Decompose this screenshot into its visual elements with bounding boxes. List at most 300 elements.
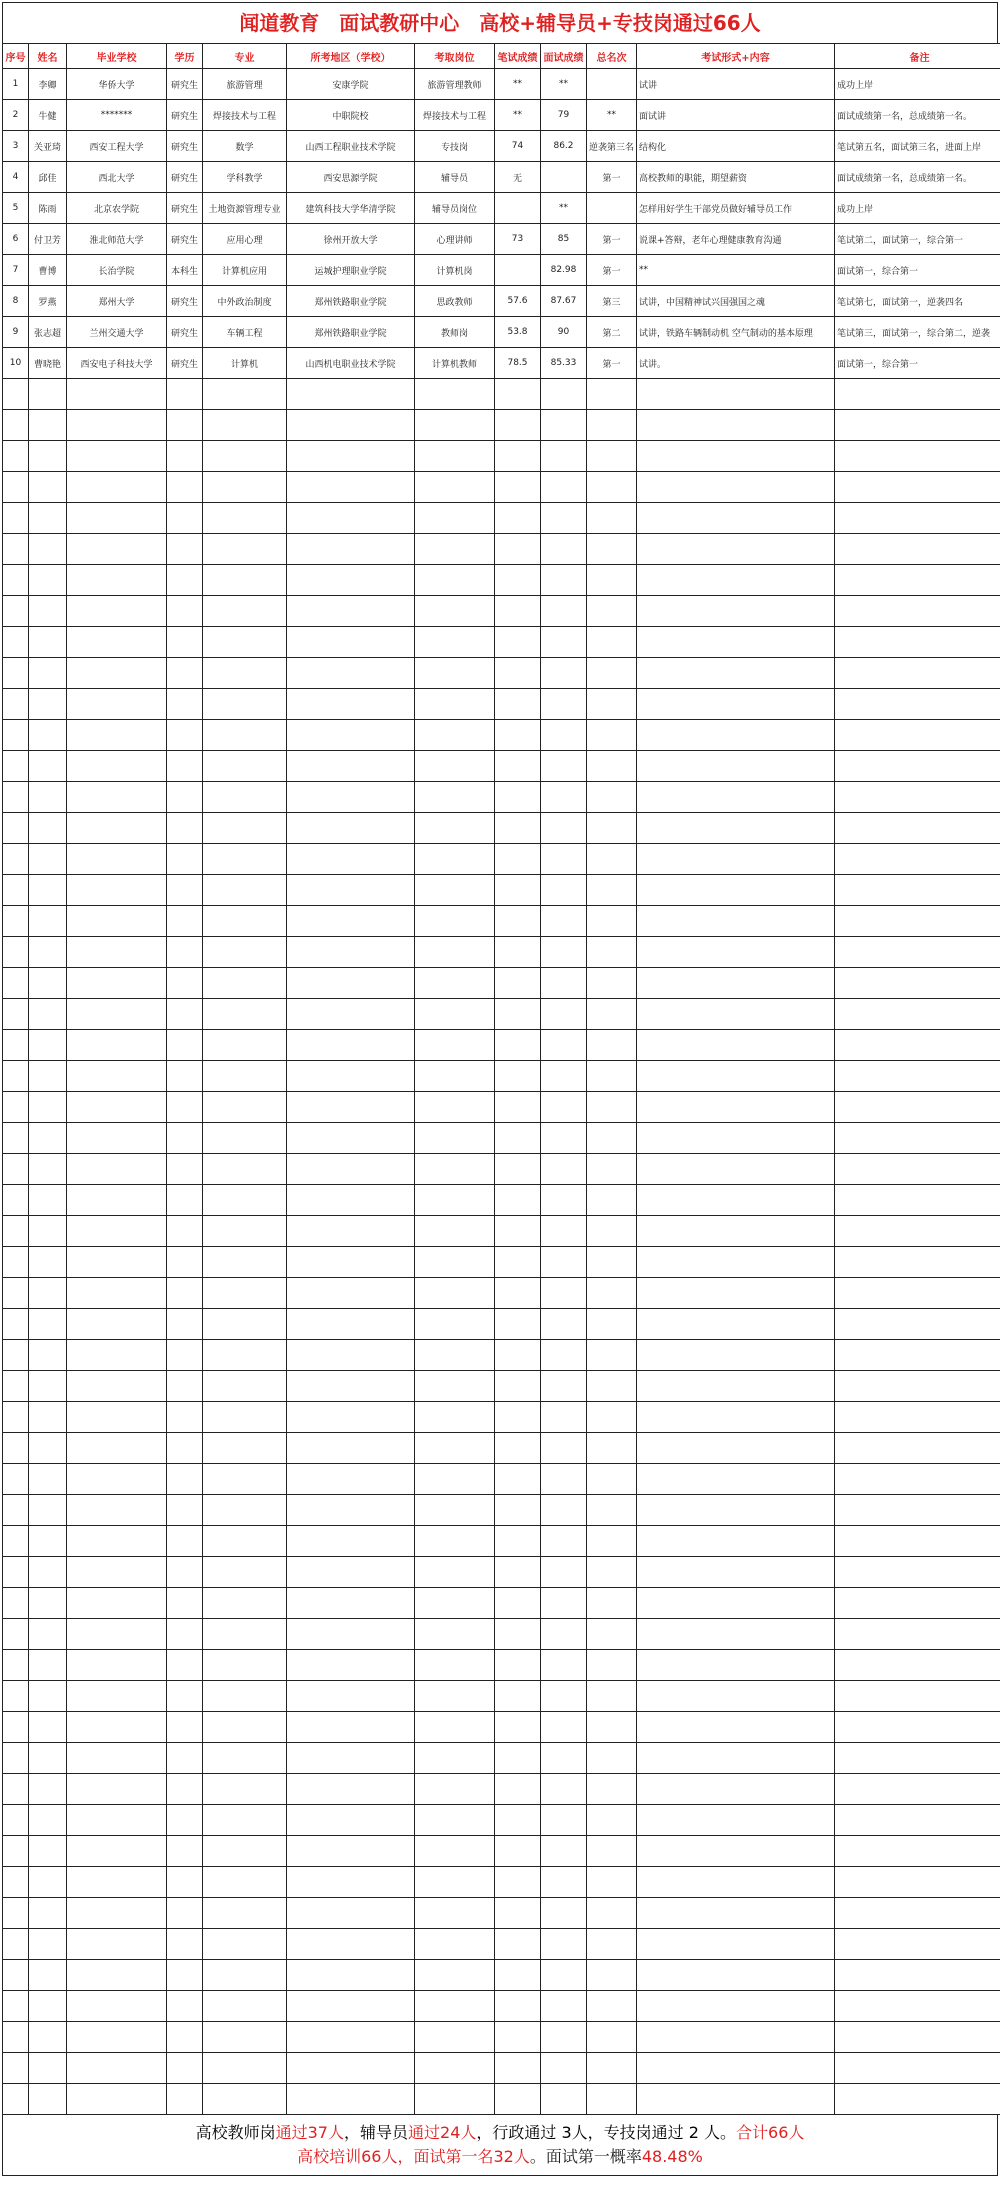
table-row [3, 1030, 1000, 1061]
cell-region [287, 720, 415, 751]
cell-note [835, 1898, 1000, 1929]
cell-index: 1 [3, 69, 29, 100]
cell-region [287, 1464, 415, 1495]
cell-name: 邱佳 [29, 162, 67, 193]
cell-major [203, 1681, 287, 1712]
cell-rank [587, 441, 637, 472]
cell-major: 土地资源管理专业 [203, 193, 287, 224]
cell-degree [167, 1960, 203, 1991]
cell-region [287, 1836, 415, 1867]
cell-name [29, 441, 67, 472]
cell-rank: 第一 [587, 348, 637, 379]
cell-interview [541, 1247, 587, 1278]
cell-interview [541, 565, 587, 596]
cell-post [415, 1960, 495, 1991]
cell-interview [541, 844, 587, 875]
cell-degree [167, 1588, 203, 1619]
cell-post [415, 1495, 495, 1526]
cell-post: 心理讲师 [415, 224, 495, 255]
cell-interview [541, 1154, 587, 1185]
cell-index [3, 906, 29, 937]
cell-name [29, 1154, 67, 1185]
cell-name [29, 658, 67, 689]
table-row [3, 1123, 1000, 1154]
cell-region [287, 534, 415, 565]
cell-written [495, 2053, 541, 2084]
cell-note [835, 1464, 1000, 1495]
cell-written: 73 [495, 224, 541, 255]
summary-text: ，行政通过 3人，专技岗通过 2 人。 [476, 2123, 736, 2142]
cell-interview [541, 441, 587, 472]
cell-interview [541, 751, 587, 782]
cell-name [29, 1216, 67, 1247]
cell-major [203, 1774, 287, 1805]
cell-interview [541, 1526, 587, 1557]
cell-note [835, 1774, 1000, 1805]
summary-text: ，辅导员 [344, 2123, 408, 2142]
cell-interview [541, 1867, 587, 1898]
cell-index [3, 782, 29, 813]
cell-post: 计算机岗 [415, 255, 495, 286]
cell-index [3, 2022, 29, 2053]
cell-school [67, 1774, 167, 1805]
cell-interview [541, 689, 587, 720]
cell-index [3, 1185, 29, 1216]
table-row [3, 782, 1000, 813]
cell-interview [541, 1712, 587, 1743]
cell-written [495, 1867, 541, 1898]
table-row [3, 379, 1000, 410]
cell-note [835, 999, 1000, 1030]
cell-region [287, 875, 415, 906]
cell-school [67, 1402, 167, 1433]
cell-index [3, 813, 29, 844]
col-header-major: 专业 [203, 44, 287, 69]
cell-major [203, 1247, 287, 1278]
cell-name: 付卫芳 [29, 224, 67, 255]
cell-school: 郑州大学 [67, 286, 167, 317]
cell-index [3, 1154, 29, 1185]
cell-format [637, 1216, 835, 1247]
cell-school: 兰州交通大学 [67, 317, 167, 348]
cell-name [29, 813, 67, 844]
cell-region [287, 1278, 415, 1309]
cell-major [203, 906, 287, 937]
cell-written [495, 1991, 541, 2022]
cell-index [3, 720, 29, 751]
cell-region: 西安思源学院 [287, 162, 415, 193]
cell-format [637, 1433, 835, 1464]
cell-note [835, 410, 1000, 441]
cell-name [29, 782, 67, 813]
cell-degree [167, 1123, 203, 1154]
cell-note [835, 441, 1000, 472]
cell-note [835, 937, 1000, 968]
cell-note [835, 1650, 1000, 1681]
cell-school [67, 1867, 167, 1898]
cell-degree [167, 1154, 203, 1185]
cell-region [287, 999, 415, 1030]
cell-written [495, 1185, 541, 1216]
cell-degree [167, 813, 203, 844]
cell-format [637, 1340, 835, 1371]
cell-rank: 第三 [587, 286, 637, 317]
cell-post [415, 937, 495, 968]
cell-note [835, 1588, 1000, 1619]
cell-interview [541, 658, 587, 689]
cell-major [203, 441, 287, 472]
cell-note [835, 1867, 1000, 1898]
cell-written [495, 1278, 541, 1309]
cell-region: 中职院校 [287, 100, 415, 131]
cell-index [3, 751, 29, 782]
cell-index: 10 [3, 348, 29, 379]
cell-rank [587, 1960, 637, 1991]
table-header-row [3, 44, 1000, 69]
cell-note [835, 689, 1000, 720]
cell-major [203, 410, 287, 441]
cell-written [495, 813, 541, 844]
cell-school [67, 1061, 167, 1092]
cell-post [415, 1433, 495, 1464]
cell-major [203, 844, 287, 875]
cell-interview [541, 1433, 587, 1464]
cell-note: 成功上岸 [835, 193, 1000, 224]
cell-major [203, 1123, 287, 1154]
cell-region [287, 2022, 415, 2053]
cell-format [637, 2053, 835, 2084]
cell-major [203, 1402, 287, 1433]
cell-index [3, 410, 29, 441]
cell-school [67, 596, 167, 627]
cell-interview [541, 1588, 587, 1619]
cell-written [495, 937, 541, 968]
cell-format [637, 1030, 835, 1061]
summary-highlight: 48.48% [642, 2147, 703, 2166]
cell-post [415, 1681, 495, 1712]
cell-school [67, 1340, 167, 1371]
table-row [3, 1216, 1000, 1247]
cell-region [287, 1030, 415, 1061]
cell-format [637, 1247, 835, 1278]
cell-degree: 研究生 [167, 162, 203, 193]
cell-interview [541, 1557, 587, 1588]
cell-degree: 研究生 [167, 131, 203, 162]
cell-written [495, 1743, 541, 1774]
cell-rank [587, 813, 637, 844]
cell-name [29, 1464, 67, 1495]
summary-text: 高校教师岗 [196, 2123, 276, 2142]
cell-rank [587, 1836, 637, 1867]
cell-major [203, 1185, 287, 1216]
cell-index [3, 968, 29, 999]
cell-major [203, 2053, 287, 2084]
cell-note [835, 1309, 1000, 1340]
cell-interview [541, 937, 587, 968]
cell-written [495, 2022, 541, 2053]
table-row [3, 751, 1000, 782]
cell-note [835, 1061, 1000, 1092]
cell-note [835, 1712, 1000, 1743]
cell-format [637, 1743, 835, 1774]
cell-index [3, 1774, 29, 1805]
cell-degree [167, 1464, 203, 1495]
cell-index [3, 1340, 29, 1371]
cell-name [29, 937, 67, 968]
cell-name [29, 596, 67, 627]
cell-rank [587, 1526, 637, 1557]
cell-region [287, 2053, 415, 2084]
cell-note [835, 1216, 1000, 1247]
table-row [3, 100, 1000, 131]
cell-note: 面试第一，综合第一 [835, 255, 1000, 286]
table-row [3, 1650, 1000, 1681]
cell-index [3, 1681, 29, 1712]
cell-rank [587, 472, 637, 503]
col-header-region: 所考地区（学校） [287, 44, 415, 69]
cell-school [67, 1588, 167, 1619]
cell-region [287, 1960, 415, 1991]
cell-major [203, 534, 287, 565]
cell-written [495, 1588, 541, 1619]
cell-rank [587, 1805, 637, 1836]
cell-region [287, 2084, 415, 2115]
cell-name [29, 1774, 67, 1805]
cell-index [3, 937, 29, 968]
cell-degree [167, 875, 203, 906]
cell-region [287, 1371, 415, 1402]
col-header-index: 序号 [3, 44, 29, 69]
col-header-degree: 学历 [167, 44, 203, 69]
cell-note [835, 1092, 1000, 1123]
cell-rank [587, 379, 637, 410]
cell-format [637, 1929, 835, 1960]
cell-rank [587, 534, 637, 565]
cell-degree [167, 1030, 203, 1061]
cell-name [29, 1340, 67, 1371]
cell-region: 安康学院 [287, 69, 415, 100]
cell-post: 思政教师 [415, 286, 495, 317]
cell-format: 试讲，铁路车辆制动机 空气制动的基本原理 [637, 317, 835, 348]
cell-degree [167, 565, 203, 596]
cell-written [495, 1433, 541, 1464]
cell-post [415, 1774, 495, 1805]
cell-school [67, 1526, 167, 1557]
cell-interview [541, 1123, 587, 1154]
cell-degree [167, 844, 203, 875]
cell-written [495, 689, 541, 720]
cell-school [67, 782, 167, 813]
table-row [3, 286, 1000, 317]
cell-format [637, 1123, 835, 1154]
cell-rank [587, 720, 637, 751]
table-row [3, 968, 1000, 999]
cell-region [287, 1402, 415, 1433]
cell-region: 郑州铁路职业学院 [287, 317, 415, 348]
cell-region [287, 751, 415, 782]
cell-post [415, 813, 495, 844]
table-row [3, 1836, 1000, 1867]
cell-name [29, 1092, 67, 1123]
cell-index [3, 1526, 29, 1557]
cell-major: 应用心理 [203, 224, 287, 255]
cell-region [287, 1185, 415, 1216]
cell-major [203, 2084, 287, 2115]
cell-school [67, 1650, 167, 1681]
cell-note [835, 1836, 1000, 1867]
cell-degree [167, 658, 203, 689]
cell-interview [541, 1898, 587, 1929]
cell-post [415, 1712, 495, 1743]
cell-rank [587, 1588, 637, 1619]
cell-written [495, 255, 541, 286]
cell-name [29, 1650, 67, 1681]
cell-major [203, 503, 287, 534]
cell-major [203, 2022, 287, 2053]
cell-index [3, 999, 29, 1030]
cell-format [637, 1371, 835, 1402]
cell-rank [587, 658, 637, 689]
table-row [3, 1805, 1000, 1836]
table-row [3, 2084, 1000, 2115]
cell-index [3, 565, 29, 596]
page-title: 闻道教育 面试教研中心 高校+辅导员+专技岗通过66人 [2, 2, 998, 43]
cell-school [67, 441, 167, 472]
cell-note [835, 1278, 1000, 1309]
cell-name [29, 1805, 67, 1836]
cell-interview [541, 1061, 587, 1092]
table-row [3, 2053, 1000, 2084]
table-row [3, 410, 1000, 441]
cell-rank [587, 1774, 637, 1805]
cell-name [29, 1309, 67, 1340]
cell-interview [541, 1030, 587, 1061]
cell-region [287, 689, 415, 720]
cell-written [495, 1650, 541, 1681]
cell-name [29, 1495, 67, 1526]
cell-name [29, 1433, 67, 1464]
cell-written [495, 1464, 541, 1495]
cell-format [637, 472, 835, 503]
cell-degree [167, 1898, 203, 1929]
cell-degree [167, 968, 203, 999]
cell-major [203, 1588, 287, 1619]
cell-school: 西安电子科技大学 [67, 348, 167, 379]
summary-highlight: 通过37人 [276, 2123, 344, 2142]
cell-post [415, 720, 495, 751]
table-row [3, 1681, 1000, 1712]
cell-region [287, 627, 415, 658]
cell-school [67, 627, 167, 658]
cell-format [637, 534, 835, 565]
cell-format: 试讲。 [637, 348, 835, 379]
cell-region [287, 565, 415, 596]
cell-degree [167, 1216, 203, 1247]
cell-rank [587, 69, 637, 100]
cell-written: 78.5 [495, 348, 541, 379]
cell-degree [167, 1433, 203, 1464]
cell-major [203, 1154, 287, 1185]
cell-interview: 82.98 [541, 255, 587, 286]
cell-major [203, 1867, 287, 1898]
cell-school [67, 379, 167, 410]
summary-highlight: 通过24人 [408, 2123, 476, 2142]
cell-rank [587, 1030, 637, 1061]
cell-interview [541, 720, 587, 751]
cell-degree: 研究生 [167, 193, 203, 224]
cell-index [3, 1557, 29, 1588]
cell-school [67, 1712, 167, 1743]
cell-interview: 85.33 [541, 348, 587, 379]
cell-index [3, 1898, 29, 1929]
cell-region [287, 503, 415, 534]
cell-major [203, 1650, 287, 1681]
cell-major [203, 1092, 287, 1123]
cell-school [67, 1030, 167, 1061]
cell-written [495, 1402, 541, 1433]
table-row [3, 1495, 1000, 1526]
cell-note [835, 1557, 1000, 1588]
cell-region [287, 1929, 415, 1960]
cell-format [637, 596, 835, 627]
cell-region: 郑州铁路职业学院 [287, 286, 415, 317]
cell-written [495, 844, 541, 875]
cell-post [415, 1619, 495, 1650]
cell-index [3, 534, 29, 565]
cell-name [29, 906, 67, 937]
cell-written [495, 1092, 541, 1123]
cell-major [203, 782, 287, 813]
cell-rank [587, 1371, 637, 1402]
cell-note [835, 875, 1000, 906]
cell-post [415, 1402, 495, 1433]
cell-format [637, 968, 835, 999]
cell-degree [167, 937, 203, 968]
cell-format [637, 1805, 835, 1836]
cell-name [29, 720, 67, 751]
table-row [3, 627, 1000, 658]
cell-rank [587, 1092, 637, 1123]
cell-format [637, 1402, 835, 1433]
cell-name: 曹博 [29, 255, 67, 286]
cell-major [203, 937, 287, 968]
cell-name [29, 1557, 67, 1588]
cell-written [495, 1681, 541, 1712]
cell-format [637, 1650, 835, 1681]
cell-rank [587, 782, 637, 813]
cell-region [287, 1557, 415, 1588]
table-row [3, 844, 1000, 875]
cell-index [3, 1588, 29, 1619]
cell-post: 教师岗 [415, 317, 495, 348]
cell-region [287, 1898, 415, 1929]
cell-index [3, 1371, 29, 1402]
cell-interview [541, 534, 587, 565]
cell-post [415, 472, 495, 503]
cell-degree [167, 1061, 203, 1092]
cell-name [29, 627, 67, 658]
cell-written [495, 565, 541, 596]
cell-note [835, 596, 1000, 627]
cell-region [287, 658, 415, 689]
cell-school [67, 906, 167, 937]
cell-written [495, 1495, 541, 1526]
cell-region [287, 1216, 415, 1247]
cell-school [67, 1123, 167, 1154]
cell-degree [167, 2053, 203, 2084]
cell-interview: 85 [541, 224, 587, 255]
cell-region [287, 1681, 415, 1712]
